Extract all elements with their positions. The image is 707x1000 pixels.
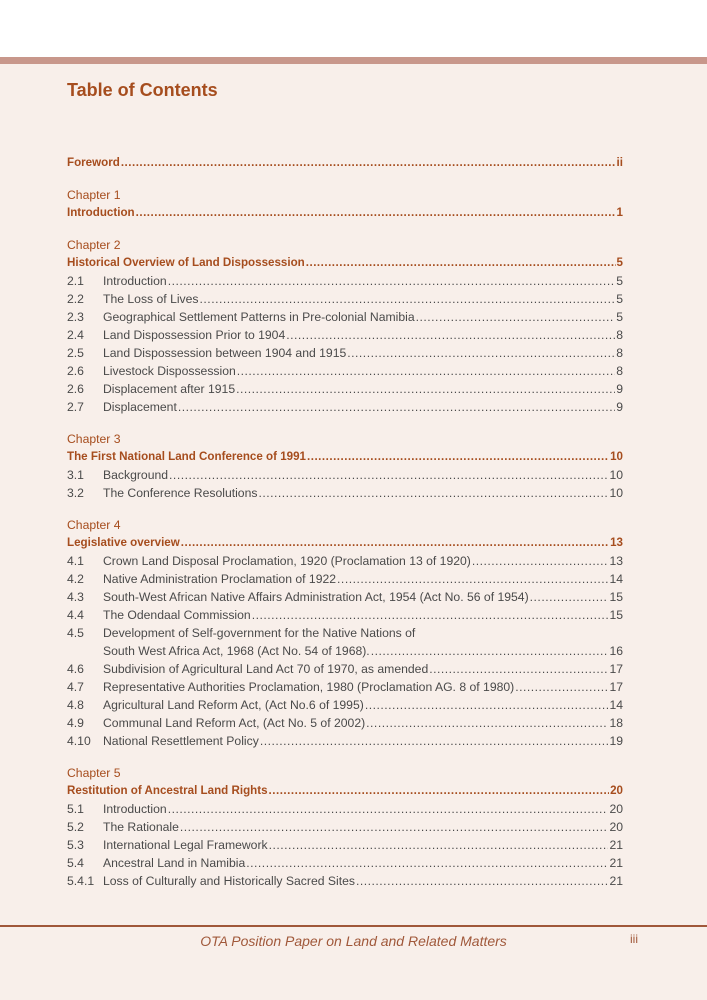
entry-text: Introduction [103, 274, 167, 288]
page-number: 5 [616, 310, 623, 324]
section-number: 4.9 [67, 716, 84, 730]
section-number: 4.8 [67, 698, 84, 712]
toc-entry[interactable] [67, 344, 623, 362]
toc-entry-chapter-1[interactable] [67, 204, 623, 222]
page-number: 17 [609, 680, 623, 694]
dot-leader [472, 552, 609, 570]
chapter-label: Chapter 2 [67, 238, 121, 252]
page-number: 10 [610, 450, 623, 463]
page-number: 20 [610, 784, 623, 797]
section-number: 2.5 [67, 346, 84, 360]
toc-entry[interactable] [67, 362, 623, 380]
footer-rule [0, 925, 707, 927]
section-number: 2.6 [67, 382, 84, 396]
entry-text: Livestock Dispossession [103, 364, 236, 378]
entry-text: International Legal Framework [103, 838, 268, 852]
page-number: 14 [609, 698, 623, 712]
toc-entry-chapter-5[interactable] [67, 782, 623, 800]
section-number: 2.1 [67, 274, 84, 288]
section-number: 3.2 [67, 486, 84, 500]
dot-leader [307, 448, 609, 466]
page-number: 17 [609, 662, 623, 676]
dot-leader [236, 380, 615, 398]
page-number: 21 [609, 874, 623, 888]
dot-leader [286, 326, 615, 344]
entry-text: National Resettlement Policy [103, 734, 259, 748]
section-number: 2.6 [67, 364, 84, 378]
entry-text: Agricultural Land Reform Act, (Act No.6 of 1995) [103, 698, 364, 712]
section-number: 5.4.1 [67, 874, 95, 888]
toc-entry[interactable] [67, 290, 623, 308]
entry-text: Communal Land Reform Act, (Act No. 5 of 2002) [103, 716, 366, 730]
dot-leader [347, 344, 615, 362]
dot-leader [269, 836, 609, 854]
page-number: 9 [616, 400, 623, 414]
dot-leader [515, 678, 608, 696]
entry-text: The Loss of Lives [103, 292, 199, 306]
toc-entry[interactable] [67, 800, 623, 818]
entry-text: South West Africa Act, 1968 (Act No. 54 of 1968). [103, 644, 370, 658]
toc-entry[interactable] [67, 660, 623, 678]
entry-text: Land Dispossession between 1904 and 1915 [103, 346, 347, 360]
chapter-label: Chapter 1 [67, 188, 121, 202]
toc-entry[interactable] [67, 380, 623, 398]
toc-entry[interactable] [67, 872, 623, 890]
section-number: 5.4 [67, 856, 84, 870]
page-number: 5 [616, 256, 623, 269]
toc-entry-continued[interactable] [67, 624, 623, 642]
toc-entry-chapter-2[interactable] [67, 254, 623, 272]
page-number: 10 [609, 468, 623, 482]
page-number: 15 [609, 608, 623, 622]
toc-entry[interactable] [67, 696, 623, 714]
toc-entry[interactable] [67, 326, 623, 344]
section-number: 4.5 [67, 626, 84, 640]
toc-entry[interactable] [67, 272, 623, 290]
dot-leader [269, 782, 610, 800]
footer-title: OTA Position Paper on Land and Related Matters [200, 933, 507, 949]
page-number: 13 [610, 536, 623, 549]
page-number: 1 [616, 206, 623, 219]
chapter-label: Chapter 5 [67, 766, 121, 780]
page-number: 19 [609, 734, 623, 748]
entry-text: Ancestral Land in Namibia [103, 856, 246, 870]
toc-entry[interactable] [67, 854, 623, 872]
page-number: 10 [609, 486, 623, 500]
section-number: 4.7 [67, 680, 84, 694]
page-number: 15 [609, 590, 623, 604]
page-number: 9 [616, 382, 623, 396]
toc-entry[interactable] [67, 552, 623, 570]
section-number: 5.2 [67, 820, 84, 834]
dot-leader [337, 570, 608, 588]
page-title: Table of Contents [67, 80, 218, 100]
dot-leader [168, 272, 616, 290]
page-number: ii [616, 156, 623, 169]
section-number: 4.2 [67, 572, 84, 586]
section-number: 4.6 [67, 662, 84, 676]
entry-text: The Conference Resolutions [103, 486, 258, 500]
dot-leader [416, 308, 616, 326]
entry-text: The Odendaal Commission [103, 608, 251, 622]
entry-text: Displacement [103, 400, 177, 414]
entry-text: Representative Authorities Proclamation, 1980 (Proclamation AG. 8 of 1980) [103, 680, 515, 694]
entry-text: Displacement after 1915 [103, 382, 236, 396]
toc-entry[interactable] [67, 308, 623, 326]
entry-text: Background [103, 468, 169, 482]
toc-entry[interactable] [67, 818, 623, 836]
entry-text: Land Dispossession Prior to 1904 [103, 328, 286, 342]
page-number: 8 [616, 328, 623, 342]
page-number: 16 [609, 644, 623, 658]
dot-leader [136, 204, 616, 222]
entry-text: Introduction [103, 802, 167, 816]
entry-text: Restitution of Ancestral Land Rights [67, 784, 268, 797]
toc-entry[interactable] [67, 570, 623, 588]
section-number: 3.1 [67, 468, 84, 482]
toc-entry[interactable] [67, 836, 623, 854]
dot-leader [168, 800, 609, 818]
dot-leader [306, 254, 616, 272]
dot-leader [169, 466, 608, 484]
toc-entry-foreword[interactable] [67, 154, 623, 172]
toc-entry[interactable] [67, 678, 623, 696]
dot-leader [252, 606, 609, 624]
dot-leader [365, 696, 609, 714]
section-number: 5.3 [67, 838, 84, 852]
dot-leader [356, 872, 608, 890]
entry-text: Introduction [67, 206, 135, 219]
page-number: 5 [616, 292, 623, 306]
dot-leader [246, 854, 608, 872]
page-number: 14 [609, 572, 623, 586]
section-number: 4.1 [67, 554, 84, 568]
dot-leader [200, 290, 616, 308]
toc-entry-chapter-3[interactable] [67, 448, 623, 466]
entry-text: Geographical Settlement Patterns in Pre-colonial Namibia [103, 310, 415, 324]
toc-entry-continuation[interactable] [67, 642, 623, 660]
dot-leader [237, 362, 615, 380]
dot-leader [181, 534, 609, 552]
page-number: 21 [609, 856, 623, 870]
entry-text: Native Administration Proclamation of 1922 [103, 572, 337, 586]
section-number: 4.4 [67, 608, 84, 622]
dot-leader [178, 398, 615, 416]
page-number: 20 [609, 802, 623, 816]
footer-page-number: iii [630, 932, 638, 946]
dot-leader [366, 714, 608, 732]
page-number: 8 [616, 346, 623, 360]
entry-text: South-West African Native Affairs Administration Act, 1954 (Act No. 56 of 1954) [103, 590, 529, 604]
entry-text: Crown Land Disposal Proclamation, 1920 (Proclamation 13 of 1920) [103, 554, 471, 568]
toc-entry[interactable] [67, 588, 623, 606]
dot-leader [530, 588, 609, 606]
dot-leader [371, 642, 609, 660]
entry-text: Historical Overview of Land Dispossession [67, 256, 305, 269]
top-margin [0, 0, 707, 57]
table-of-contents [67, 154, 623, 890]
page-number: 5 [616, 274, 623, 288]
section-number: 4.3 [67, 590, 84, 604]
page-number: 8 [616, 364, 623, 378]
dot-leader [429, 660, 608, 678]
page-number: 21 [609, 838, 623, 852]
entry-text: The Rationale [103, 820, 179, 834]
entry-text: Legislative overview [67, 536, 180, 549]
dot-leader [121, 154, 616, 172]
page-number: 18 [609, 716, 623, 730]
toc-entry[interactable] [67, 398, 623, 416]
section-number: 2.3 [67, 310, 84, 324]
section-number: 2.4 [67, 328, 84, 342]
toc-entry[interactable] [67, 484, 623, 502]
dot-leader [260, 732, 609, 750]
entry-text: Foreword [67, 156, 120, 169]
entry-text: Development of Self-government for the Native Nations of [103, 626, 416, 640]
section-number: 2.2 [67, 292, 84, 306]
toc-entry-chapter-4[interactable] [67, 534, 623, 552]
page-number: 20 [609, 820, 623, 834]
page-number: 13 [609, 554, 623, 568]
section-number: 5.1 [67, 802, 84, 816]
dot-leader [258, 484, 608, 502]
header-rule [0, 57, 707, 64]
entry-text: The First National Land Conference of 1991 [67, 450, 307, 463]
toc-entry[interactable] [67, 732, 623, 750]
dot-leader [180, 818, 609, 836]
section-number: 2.7 [67, 400, 84, 414]
toc-entry[interactable] [67, 466, 623, 484]
chapter-label: Chapter 4 [67, 518, 121, 532]
entry-text: Subdivision of Agricultural Land Act 70 of 1970, as amended [103, 662, 429, 676]
chapter-label: Chapter 3 [67, 432, 121, 446]
entry-text: Loss of Culturally and Historically Sacred Sites [103, 874, 355, 888]
toc-entry[interactable] [67, 606, 623, 624]
toc-entry[interactable] [67, 714, 623, 732]
section-number: 4.10 [67, 734, 91, 748]
